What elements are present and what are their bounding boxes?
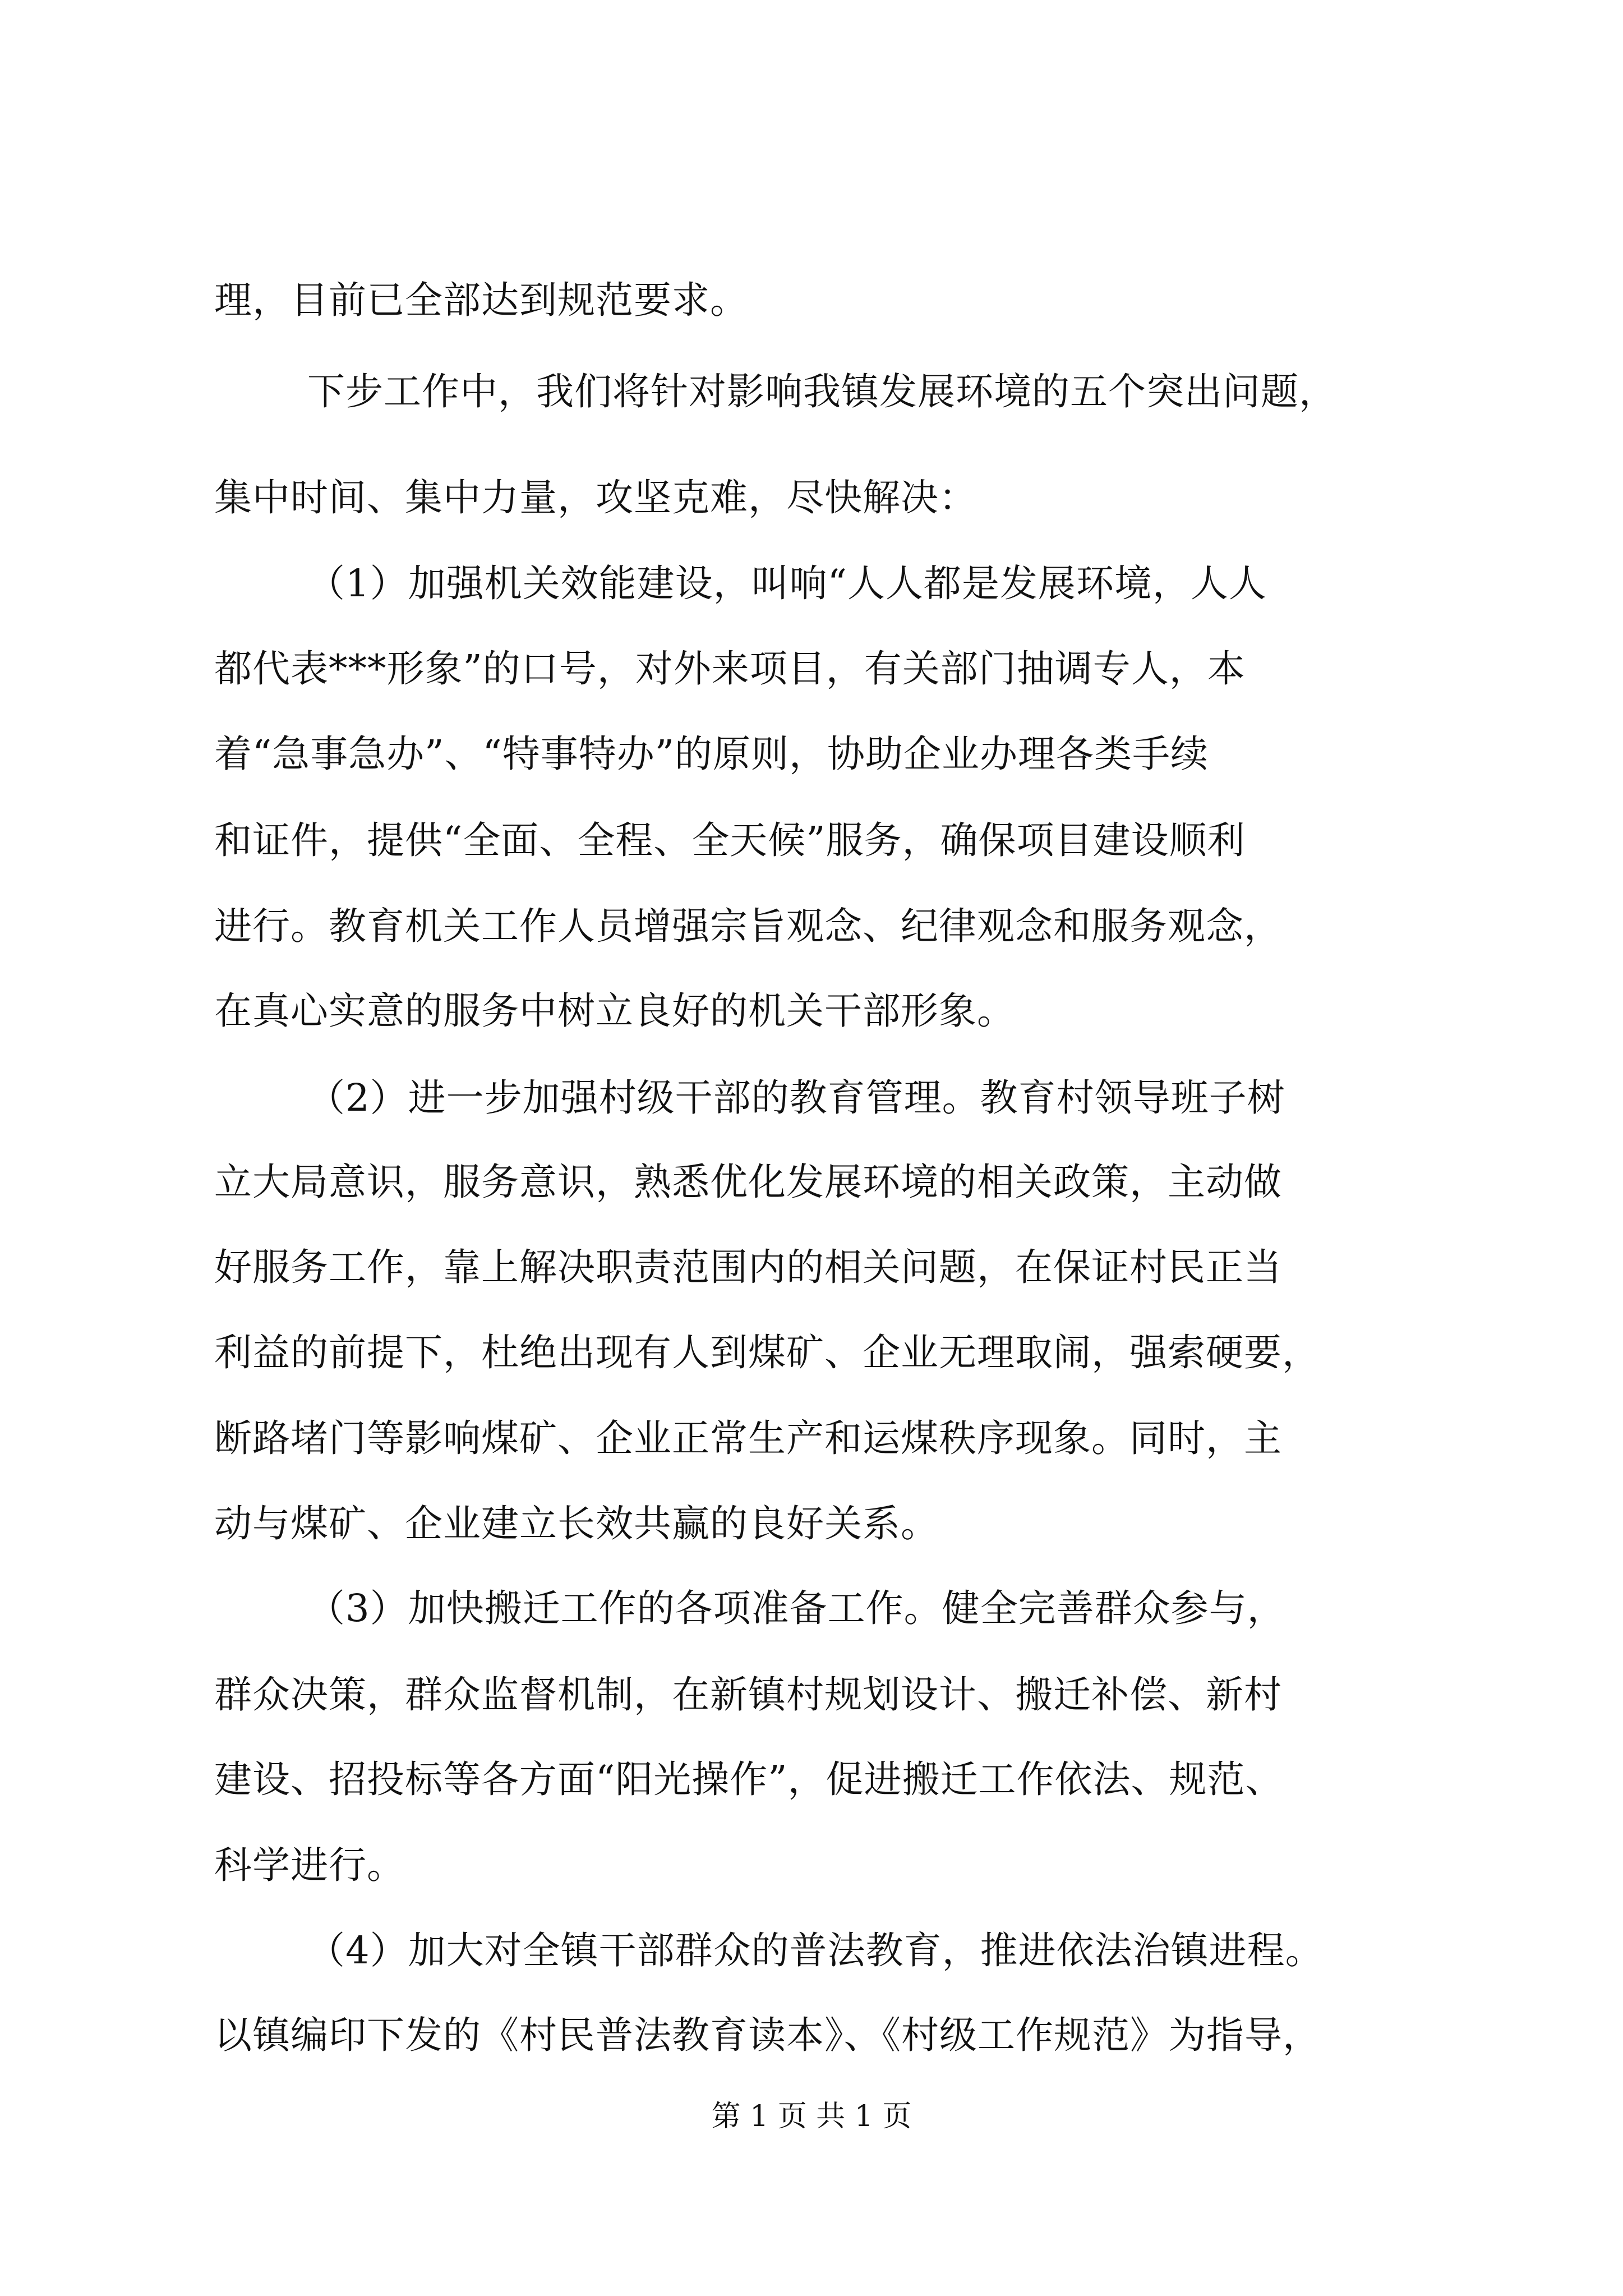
text-line: 在真心实意的服务中树立良好的机关干部形象。 xyxy=(214,989,1015,1033)
paragraph-first-line: （1）加强机关效能建设，叫响“人人都是发展环境，人人 xyxy=(307,562,1267,605)
paragraph-first-line: 下步工作中，我们将针对影响我镇发展环境的五个突出问题， xyxy=(307,370,1337,413)
text-line: 都代表***形象”的口号，对外来项目，有关部门抽调专人，本 xyxy=(214,647,1246,691)
page-footer: 第 1 页 共 1 页 xyxy=(711,2100,912,2133)
text-line: 动与煤矿、企业建立长效共赢的良好关系。 xyxy=(214,1502,939,1545)
text-line: 断路堵门等影响煤矿、企业正常生产和运煤秩序现象。同时，主 xyxy=(214,1416,1282,1460)
text-line: 好服务工作，靠上解决职责范围内的相关问题，在保证村民正当 xyxy=(214,1245,1282,1289)
paragraph-first-line: （3）加快搬迁工作的各项准备工作。健全完善群众参与， xyxy=(307,1586,1285,1630)
paragraph-first-line: （2）进一步加强村级干部的教育管理。教育村领导班子树 xyxy=(307,1076,1285,1120)
text-line: 群众决策，群众监督机制，在新镇村规划设计、搬迁补偿、新村 xyxy=(214,1673,1282,1717)
paragraph-first-line: （4）加大对全镇干部群众的普法教育，推进依法治镇进程。 xyxy=(307,1929,1324,1972)
text-line: 科学进行。 xyxy=(214,1843,405,1887)
text-line: 立大局意识，服务意识，熟悉优化发展环境的相关政策，主动做 xyxy=(214,1160,1282,1204)
text-line: 建设、招投标等各方面“阳光操作”，促进搬迁工作依法、规范、 xyxy=(214,1757,1284,1801)
text-line: 着“急事急办”、“特事特办”的原则，协助企业办理各类手续 xyxy=(214,732,1209,776)
text-line: 利益的前提下，杜绝出现有人到煤矿、企业无理取闹，强索硬要， xyxy=(214,1331,1320,1374)
text-line: 集中时间、集中力量，攻坚克难，尽快解决： xyxy=(214,476,977,519)
text-line: 以镇编印下发的《村民普法教育读本》、《村级工作规范》为指导， xyxy=(214,2013,1321,2057)
text-line: 和证件，提供“全面、全程、全天候”服务，确保项目建设顺利 xyxy=(214,818,1246,862)
text-line: 理，目前已全部达到规范要求。 xyxy=(214,278,748,322)
text-line: 进行。教育机关工作人员增强宗旨观念、纪律观念和服务观念， xyxy=(214,904,1282,948)
